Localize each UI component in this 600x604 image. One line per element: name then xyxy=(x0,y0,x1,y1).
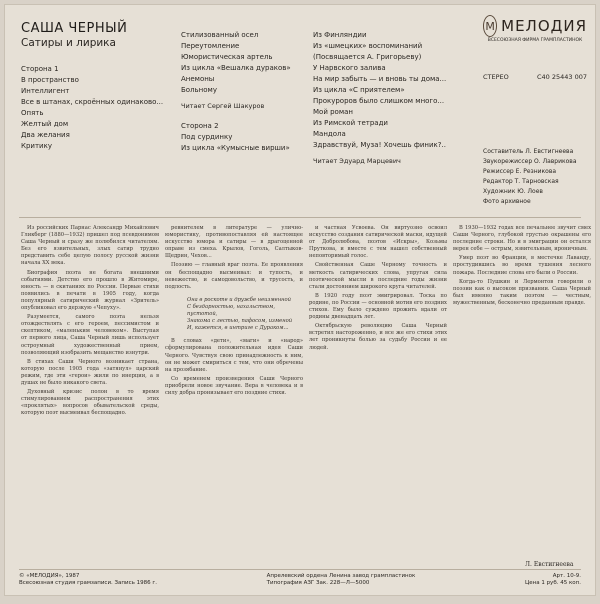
factory-line: Апрелевский ордена Ленина завод грампластинок xyxy=(266,573,416,579)
reader-credit: Читает Сергей Шакуров xyxy=(181,102,265,110)
poem-line: Знакома с лестью, пафосом, изменой xyxy=(187,318,293,325)
track-item: Здравствуй, Муза! Хочешь финик?.. xyxy=(313,141,446,149)
essay-paragraph: В 1930—1932 годах все печальнее звучит смех Саши Черного, глубокой грустью окрашены его последние строки. Но и в эмиграции он остался верен себе — острым, язвительным, ироничным. xyxy=(453,225,591,253)
essay-paragraph: Поэзию — главный враг поэта. Ее проявления он беспощадно высмеивал: и тупость, и невежество, и самодовольство, и трусость, и подлость. xyxy=(165,262,303,290)
footer xyxy=(19,569,581,587)
studio-line: Всесоюзная студия грамзаписи. Запись 1986 г. xyxy=(19,580,157,586)
track-dedication: (Посвящается А. Григорьеву) xyxy=(313,53,422,61)
tracklist-column-3 xyxy=(313,30,463,165)
copyright: © «МЕЛОДИЯ», 1987 xyxy=(19,573,80,579)
poem-line: И, кажется, в интриге с Дураком... xyxy=(187,325,289,332)
album-title: САША ЧЕРНЫЙ xyxy=(21,21,128,36)
author-signature: Л. Евстигнеева xyxy=(525,561,574,568)
poem-line: С бездарностью, нахальством, пустотой, xyxy=(187,303,276,318)
track-item: Желтый дом xyxy=(21,120,69,128)
poem-line: Она в роскоте и дружбе неизменной xyxy=(187,296,292,303)
essay-paragraph: и частная Усвоева. Он виртуозно освоил искусство создания сатирической маски, идущей от Добролюбова, поэтов «Искры», Козьмы Пруткова, и вместе с тем нашел собственный неповторимый голос. xyxy=(309,225,447,260)
essay-paragraph: Свойственная Саше Черному точность и меткость сатирических слова, упругая сила поэтической мысли в последние годы жизни стали достоянием широкого круга читателей. xyxy=(309,262,447,290)
track-item: Юмористическая артель xyxy=(181,53,273,61)
reader-credit: Читает Эдуард Марцевич xyxy=(313,157,401,165)
track-item: На мир забыть — и вновь ты дома... xyxy=(313,75,447,83)
track-item: Стилизованный осел xyxy=(181,31,259,39)
stereo-label: СТЕРЕО xyxy=(483,73,509,81)
essay-paragraph: В 1920 году поэт эмигрировал. Тоска по родине, по России — основной мотив его поздних стихов. Ему было суждено прожить вдали от родины двенадцать лет. xyxy=(309,292,447,321)
essay-paragraph: Биография поэта не богата внешними событиями. Детство его прошло в Житомире, юность — в скитаниях по России. Первые стихи появились в печати в 1905 году, когда популярный сатирический журнал «Зритель» опубликовал его дерзкую «Чепуху». xyxy=(21,269,159,312)
track-item: Под сурдинку xyxy=(181,133,233,141)
track-item: Два желания xyxy=(21,131,70,139)
essay-paragraph: Умер поэт во Франции, в местечке Лаванду, простудившись во время тушения лесного пожара. Последние слова его были о России. xyxy=(453,255,591,276)
price: Цена 1 руб. 45 коп. xyxy=(524,580,581,586)
essay-column-3 xyxy=(309,225,447,354)
track-item: Мой роман xyxy=(313,108,353,116)
credit-line: Фото архивное xyxy=(483,198,531,205)
essay-paragraph: Когда-то Пушкин и Лермонтов говорили о поэзии как о высоком призвании. Саша Черный был именно таким поэтом — честным, мужественным, бесконечно преданным правде. xyxy=(453,278,591,306)
logo-caption: ВСЕСОЮЗНАЯ ФИРМА ГРАМПЛАСТИНОК xyxy=(487,38,583,43)
footer-center xyxy=(267,573,416,587)
side-2-label: Сторона 2 xyxy=(181,122,219,130)
essay-paragraph: Со временем произведения Саши Черного приобрели новое звучание. Вера в человека и в силу добра пронизывает его поздние стихи. xyxy=(165,375,303,396)
essay-paragraph: Разумеется, самого поэта нельзя отождествлять с его героем, пессимистом и скептиком, «маленьким человеком». Выступая от первого лица, Саша Черный лишь использует остроумный художественный прием, позволяющий изобразить мещанство изнутри. xyxy=(21,314,159,356)
credit-line: Режиссер Е. Резникова xyxy=(483,168,557,175)
essay-paragraph: ревнителем в литературе — улично-юмористику, противопоставляя ей настоящее искусство юмора и сатиры — в драгоценной оправе из смеха. Крылов, Гоголь, Салтыков-Щедрин, Чехов... xyxy=(165,225,303,260)
catalog-number: С40 25443 007 xyxy=(536,73,587,81)
essay-paragraph: В словах «дети», «маги» и «народ» сформулирована положительная идея Саши Черного. Чувствуя свою принадлежность к ним, он не может смириться с тем, что они обречены на прозябание. xyxy=(165,338,303,373)
track-item: Больному xyxy=(181,86,217,94)
divider xyxy=(19,217,581,218)
credit-line: Редактор Т. Тарновская xyxy=(483,178,559,185)
credit-line: Художник Ю. Лоев xyxy=(483,188,543,195)
credit-line: Составитель Л. Евстигнеева xyxy=(483,148,574,155)
essay-paragraph: Октябрьскую революцию Саша Черный встретил настороженно, и все же его стихи этих лет проникнуты болью за судьбу России и ее людей. xyxy=(309,323,447,351)
track-item: В пространство xyxy=(21,76,79,84)
track-item: У Нарвского залива xyxy=(313,64,386,72)
footer-left xyxy=(19,573,157,587)
credit-line: Звукорежиссер О. Лаврикова xyxy=(483,158,577,165)
track-item: Переутомление xyxy=(181,42,240,50)
record-back-cover xyxy=(4,4,596,596)
album-subtitle: Сатиры и лирика xyxy=(21,37,116,49)
track-item: Интеллигент xyxy=(21,87,70,95)
track-item: Мандола xyxy=(313,130,346,138)
title-block xyxy=(21,21,164,152)
essay-column-2 xyxy=(165,225,303,399)
track-item: Критику xyxy=(21,142,52,150)
essay-column-4 xyxy=(453,225,591,309)
melodiya-logo xyxy=(483,15,587,81)
track-item: Прокуроров было слишком много... xyxy=(313,97,445,105)
track-item: Анемоны xyxy=(181,75,215,83)
track-item: Из Римской тетради xyxy=(313,119,388,127)
poem-quote xyxy=(187,297,303,332)
side-1-label: Сторона 1 xyxy=(21,65,59,73)
footer-right xyxy=(525,573,581,587)
track-item: Из цикла «С приятелем» xyxy=(313,86,405,94)
track-item: Опять xyxy=(21,109,44,117)
credits-block xyxy=(483,147,593,207)
print-order: Типография АЗГ Зак. 228—Л—5000 xyxy=(266,580,370,586)
logo-wordmark: МЕЛОДИЯ xyxy=(501,17,587,35)
article-number: Арт. 10-9. xyxy=(552,573,581,579)
track-item: Все в штанах, скроённых одинаково... xyxy=(21,98,164,106)
track-item: Из цикла «Кумысные вирши» xyxy=(181,144,290,152)
track-item: Из цикла «Вешалка дураков» xyxy=(181,64,291,72)
essay-paragraph: Духовный кризис полон в то время стимулированием распространения этих «проклятых» вопросов обывательской среды, которую поэт высмеивал беспощадно. xyxy=(21,389,159,417)
track-item: Из Финляндии xyxy=(313,31,367,39)
essay-column-1 xyxy=(21,225,159,419)
tracklist-column-2 xyxy=(181,30,311,154)
essay-paragraph: В стихах Саши Черного возникает страна, которую после 1905 года «затянул» царский режим, где эти «герои» жили по инерции, а в душах не было никакого света. xyxy=(21,358,159,386)
melodiya-emblem-icon: М xyxy=(483,15,497,37)
track-item: Из «шмецких» воспоминаний xyxy=(313,42,423,50)
essay-paragraph: Из российских Парнас Александр Михайлович Гликберг (1880—1932) пришел под псевдонимом Саша Черный и сразу же полюбился читателям. Без его язвительных, злых сатир трудно представить себе целую полосу русской жизни начала XX века. xyxy=(21,225,159,267)
